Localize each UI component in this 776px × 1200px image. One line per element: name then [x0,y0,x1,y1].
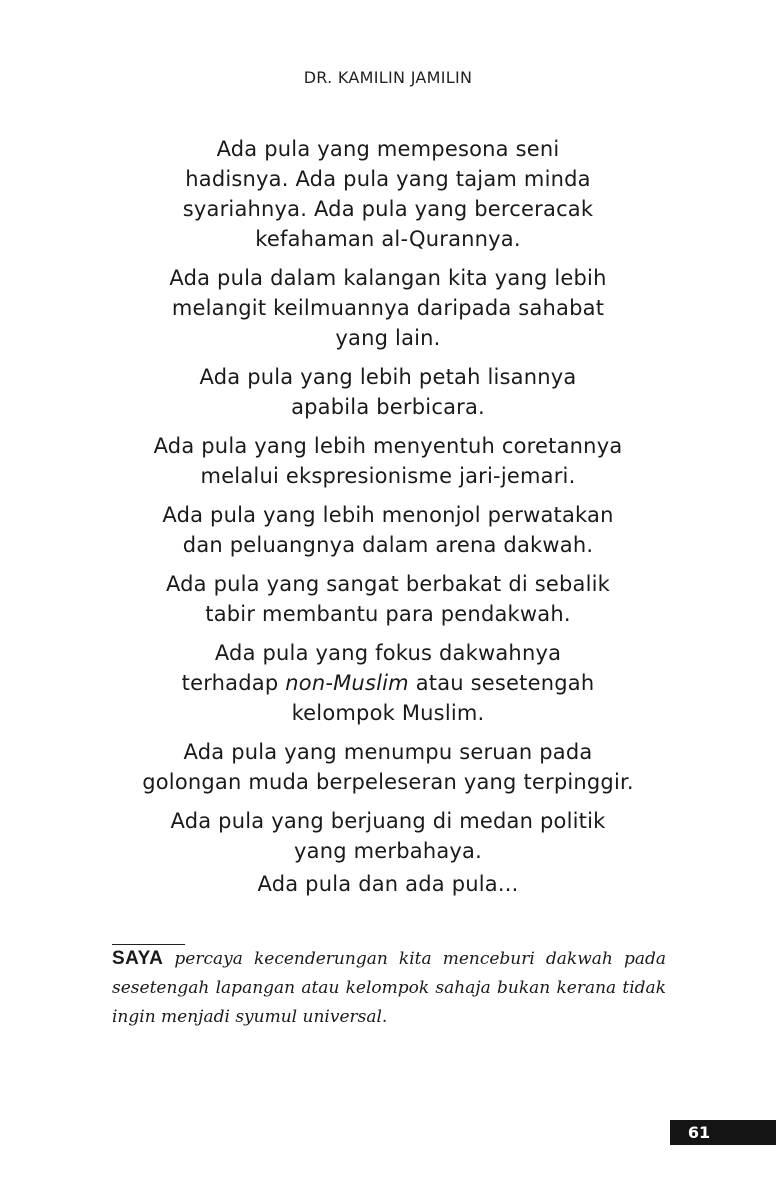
poem-line-mixed [60,668,716,698]
poem-line: dan peluangnya dalam arena dakwah. [182,533,594,557]
poem-line: Ada pula yang lebih menonjol perwatakan [162,503,614,527]
stanza-10 [60,869,716,899]
poem-line: Ada pula yang fokus dakwahnya [214,641,562,665]
stanza-7 [60,638,716,728]
prose-text: percaya kecenderungan kita menceburi dakwah pada [163,949,666,969]
poem-line: Ada pula dalam kalangan kita yang lebih [169,266,607,290]
poem-line: Ada pula yang sangat berbakat di sebalik [165,572,611,596]
poem-line: hadisnya. Ada pula yang tajam minda [185,167,591,191]
stanza-4 [60,431,716,491]
poem-italic-term: non-Muslim [285,671,409,695]
poem-line: Ada pula yang lebih petah lisannya [199,365,577,389]
poem-line: tabir membantu para pendakwah. [205,602,571,626]
poem-line: yang lain. [335,326,441,350]
poem-line: golongan muda berpeleseran yang terpinggir. [142,770,634,794]
lead-word: SAYA [112,948,164,969]
poem-line: kelompok Muslim. [291,701,485,725]
poem-line: melalui ekspresionisme jari-jemari. [200,464,576,488]
running-header: DR. KAMILIN JAMILIN [303,68,473,87]
poem-line: yang merbahaya. [294,839,482,863]
stanza-3 [60,362,716,422]
prose-line [112,944,666,974]
stanza-9 [60,806,716,866]
lead-rule-divider [112,944,185,945]
poem [60,134,716,908]
page-number: 61 [687,1123,711,1142]
stanza-8 [60,737,716,797]
poem-line: melangit keilmuannya daripada sahabat [171,296,605,320]
stanza-6 [60,569,716,629]
stanza-1 [60,134,716,254]
prose-line: sesetengah lapangan atau kelompok sahaja bukan kerana tidak [112,978,666,998]
poem-line: syariahnya. Ada pula yang berceracak [182,197,594,221]
stanza-5 [60,500,716,560]
prose-line: ingin menjadi syumul universal. [112,1007,388,1027]
poem-line: Ada pula yang menumpu seruan pada [183,740,593,764]
poem-line: Ada pula yang berjuang di medan politik [170,809,606,833]
poem-line: Ada pula dan ada pula... [257,872,519,896]
stanza-2 [60,263,716,353]
prose-paragraph [112,944,666,1032]
poem-line: Ada pula yang mempesona seni [216,137,560,161]
poem-line: kefahaman al-Qurannya. [255,227,521,251]
poem-text: terhadap [181,671,286,695]
poem-text: atau sesetengah [408,671,595,695]
poem-line: apabila berbicara. [291,395,485,419]
poem-line: Ada pula yang lebih menyentuh coretannya [153,434,623,458]
page-number-tab [670,1120,776,1145]
